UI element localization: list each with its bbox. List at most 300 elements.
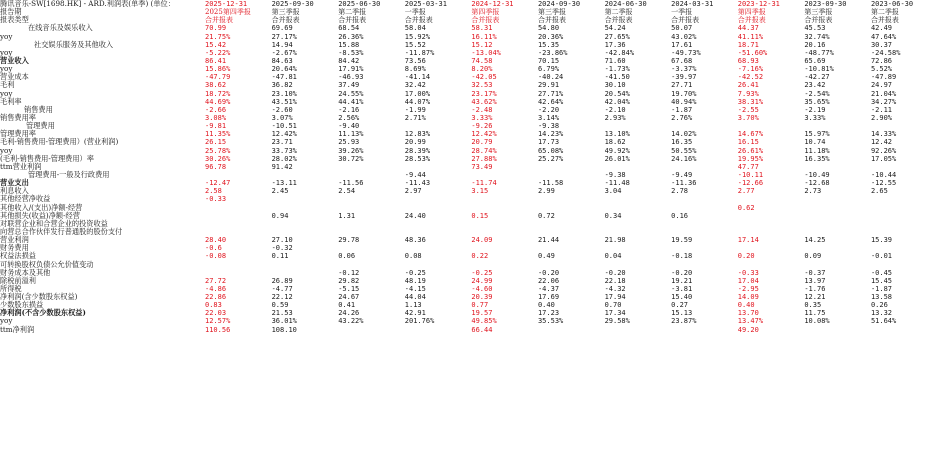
row-value: 27.72 xyxy=(205,276,227,285)
row-value: 17.04 xyxy=(737,276,759,285)
table-row xyxy=(0,228,800,236)
row-value: -2.66 xyxy=(205,105,227,114)
row-value: -0.20 xyxy=(537,268,560,277)
row-value: 70.15 xyxy=(537,56,560,65)
row-value: -42.05 xyxy=(471,73,497,82)
row-value: 66.44 xyxy=(471,325,493,334)
table-row xyxy=(0,137,893,147)
row-value: 17.73 xyxy=(537,138,560,147)
column-date: 2025-09-30 xyxy=(271,0,314,8)
row-value: 6.79% xyxy=(537,65,560,74)
table-row xyxy=(0,96,897,106)
column-date: 2024-12-31 xyxy=(471,0,514,8)
row-value: 108.10 xyxy=(271,325,297,334)
row-value: 20.79 xyxy=(471,138,493,147)
row-value: 69.69 xyxy=(271,24,293,33)
row-value: 3.08% xyxy=(205,113,227,122)
row-value: 24.99 xyxy=(471,276,493,285)
table-row xyxy=(0,104,893,114)
row-value: -48.77% xyxy=(804,48,834,57)
row-value: 21.53 xyxy=(271,309,293,318)
row-value: 24.16% xyxy=(671,154,697,163)
column-date: 2024-06-30 xyxy=(604,0,647,8)
row-value: 17.05% xyxy=(870,154,897,163)
row-value: 15.97% xyxy=(804,130,830,139)
column-period: 第四季报 xyxy=(737,8,766,17)
row-value: 49.20 xyxy=(737,325,759,334)
row-value: 29.91 xyxy=(537,81,560,90)
row-value: 14.23% xyxy=(537,130,564,139)
row-value: -0.12 xyxy=(338,268,360,277)
row-value: 44.07% xyxy=(404,97,431,106)
row-label: 销售费用率 xyxy=(0,112,36,122)
column-type: 合并报表 xyxy=(537,16,566,25)
row-value: 17.36 xyxy=(604,40,626,49)
row-value: -10.81% xyxy=(804,65,834,74)
column-period: 2025第四季报 xyxy=(205,8,251,17)
row-value: 12.42% xyxy=(471,130,497,139)
row-value: 39.26% xyxy=(338,146,364,155)
table-row xyxy=(0,316,897,326)
row-value: 26.89 xyxy=(271,276,293,285)
row-value: 3.15 xyxy=(471,187,489,196)
row-value: 3.14% xyxy=(537,113,560,122)
table-row xyxy=(0,244,800,252)
row-value: 23.10% xyxy=(271,89,297,98)
table-row xyxy=(0,292,893,302)
row-value: 27.65% xyxy=(604,32,630,41)
row-value: 2.56% xyxy=(338,113,360,122)
row-label: 净利润(不含少数股东权益) xyxy=(0,308,86,318)
row-label: 财务成本及其他 xyxy=(0,267,51,277)
row-value: 0.34 xyxy=(604,211,622,220)
row-value: 11.18% xyxy=(804,146,830,155)
column-type: 合并报表 xyxy=(671,16,700,25)
row-value: 20.54% xyxy=(604,89,630,98)
row-value: 16.15 xyxy=(737,138,759,147)
row-value: 30.26% xyxy=(205,154,231,163)
row-value: 12.21 xyxy=(804,293,826,302)
row-value: -41.14 xyxy=(404,73,431,82)
row-value: 36.01% xyxy=(271,317,297,326)
row-value: 2.77 xyxy=(737,187,755,196)
row-label: 管理费用 xyxy=(26,121,55,131)
row-value: 28.74% xyxy=(471,146,497,155)
row-value: 2.99 xyxy=(537,187,555,196)
row-value: 29.82 xyxy=(338,276,360,285)
table-row xyxy=(0,235,893,245)
row-value: 0.09 xyxy=(804,252,822,261)
row-value: -42.84% xyxy=(604,48,635,57)
row-value: -2.19 xyxy=(804,105,826,114)
column-date: 2025-06-30 xyxy=(338,0,381,8)
row-value: 15.35 xyxy=(537,40,560,49)
row-value: 45.53 xyxy=(804,24,826,33)
row-value: -9.44 xyxy=(404,170,426,179)
row-value: -1.99 xyxy=(404,105,426,114)
row-value: -40.24 xyxy=(537,73,564,82)
row-value: -10.51 xyxy=(271,122,297,131)
row-value: 2.54 xyxy=(338,187,356,196)
table-row xyxy=(0,267,893,277)
row-value: -0.20 xyxy=(604,268,626,277)
row-value: -1.76 xyxy=(804,284,826,293)
row-value: 91.42 xyxy=(271,162,293,171)
row-value: 0.49 xyxy=(537,252,555,261)
row-value: 0.70 xyxy=(604,301,622,310)
row-value: 1.31 xyxy=(338,211,356,220)
row-value: 44.04 xyxy=(404,293,426,302)
row-value: -0.33 xyxy=(205,195,227,204)
row-value: -11.56 xyxy=(338,179,364,188)
row-value: 8.20% xyxy=(471,65,493,74)
type-header xyxy=(204,16,937,24)
table-row xyxy=(0,204,800,212)
table-row xyxy=(0,39,893,49)
row-value: 28.40 xyxy=(205,236,227,245)
column-date: 2024-09-30 xyxy=(537,0,581,8)
row-value: 68.93 xyxy=(737,56,759,65)
type-row xyxy=(0,15,899,25)
row-label: 可转换股权负债公允价值变动 xyxy=(0,259,94,269)
row-value: 3.04 xyxy=(604,187,622,196)
table-row xyxy=(0,145,897,155)
row-value: 35.53% xyxy=(537,317,564,326)
column-type: 合并报表 xyxy=(205,16,233,25)
row-value: 2.90% xyxy=(870,113,893,122)
row-value: 0.40 xyxy=(737,301,755,310)
column-period: 第二季报 xyxy=(870,8,899,17)
row-label: 营业收入 xyxy=(0,55,29,65)
row-value: 43.62% xyxy=(471,97,497,106)
row-value: 26.15 xyxy=(205,138,227,147)
column-period: 第四季报 xyxy=(471,8,500,17)
row-value: 0.41 xyxy=(338,301,356,310)
table-row xyxy=(0,129,897,139)
row-label: 毛利 xyxy=(0,80,15,90)
row-value: 26.01% xyxy=(604,154,630,163)
row-value: 29.58% xyxy=(604,317,630,326)
row-label: ttm营业利润 xyxy=(0,161,42,171)
table-row xyxy=(0,178,897,188)
row-value: 21.44 xyxy=(537,236,560,245)
row-value: 14.02% xyxy=(671,130,697,139)
row-value: -9.38 xyxy=(537,122,560,131)
row-value: 0.27 xyxy=(671,301,689,310)
row-label: yoy xyxy=(0,47,13,57)
row-value: 20.64% xyxy=(271,65,297,74)
row-label: 其他损失(收益)净额-经营 xyxy=(0,210,80,220)
date-header xyxy=(204,0,937,8)
column-type: 合并报表 xyxy=(604,16,633,25)
row-value: 96.78 xyxy=(205,162,227,171)
row-label: 管理费用-一般及行政费用 xyxy=(28,169,110,179)
row-value: -9.81 xyxy=(205,122,227,131)
row-value: 0.77 xyxy=(471,301,489,310)
row-value: 47.64% xyxy=(870,32,897,41)
row-value: 0.04 xyxy=(604,252,622,261)
row-value: 12.83% xyxy=(404,130,431,139)
row-value: 3.33% xyxy=(804,113,826,122)
row-value: 65.69 xyxy=(804,56,826,65)
row-value: -2.20 xyxy=(537,105,560,114)
row-value: -11.36 xyxy=(671,179,697,188)
row-value: -2.48 xyxy=(471,105,493,114)
row-value: 0.22 xyxy=(471,252,489,261)
row-value: 12.42% xyxy=(271,130,297,139)
row-value: -12.47 xyxy=(205,179,231,188)
column-period: 第二季报 xyxy=(604,8,633,17)
row-value: -0.20 xyxy=(671,268,693,277)
column-type: 合并报表 xyxy=(804,16,833,25)
row-value: -0.01 xyxy=(870,252,893,261)
row-value: -13.11 xyxy=(271,179,297,188)
row-value: 44.37 xyxy=(737,24,759,33)
table-row xyxy=(0,195,800,203)
row-value: 28.39% xyxy=(404,146,431,155)
row-value: 0.72 xyxy=(537,211,555,220)
row-value: 27.17% xyxy=(271,32,297,41)
row-value: 0.20 xyxy=(737,252,755,261)
row-value: 13.47% xyxy=(737,317,764,326)
row-value: 21.04% xyxy=(870,89,897,98)
row-value: 26.41 xyxy=(737,81,759,90)
table-row xyxy=(0,212,800,220)
row-value: 2.93% xyxy=(604,113,626,122)
row-value: 2.73 xyxy=(804,187,822,196)
row-value: 23.42 xyxy=(804,81,826,90)
row-value: 19.59 xyxy=(671,236,693,245)
table-row xyxy=(0,163,800,171)
row-label: 少数股东损益 xyxy=(0,300,44,310)
row-label: 权益法损益 xyxy=(0,251,36,261)
row-value: 41.11% xyxy=(737,32,764,41)
row-value: 74.58 xyxy=(471,56,493,65)
row-value: 3.33% xyxy=(471,113,493,122)
row-value: 24.09 xyxy=(471,236,493,245)
row-value: -10.49 xyxy=(804,170,830,179)
row-value: 26.36% xyxy=(338,32,364,41)
row-value: 110.56 xyxy=(205,325,231,334)
row-value: 13.32 xyxy=(870,309,893,318)
row-value: 14.09 xyxy=(737,293,759,302)
column-type: 合并报表 xyxy=(737,16,766,25)
row-value: 14.67% xyxy=(737,130,764,139)
row-label: 毛利率 xyxy=(0,96,22,106)
row-value: 27.71 xyxy=(671,81,693,90)
row-value: 35.65% xyxy=(804,97,830,106)
row-value: 17.61 xyxy=(671,40,693,49)
row-label: yoy xyxy=(0,88,13,98)
row-value: 25.78% xyxy=(205,146,231,155)
row-value: 17.69 xyxy=(537,293,560,302)
type-label: 报表类型 xyxy=(0,15,29,25)
row-value: -9.40 xyxy=(338,122,360,131)
column-period: 第三季报 xyxy=(537,8,566,17)
row-value: 15.39 xyxy=(870,236,893,245)
column-date: 2024-03-31 xyxy=(671,0,714,8)
row-value: 13.58 xyxy=(870,293,893,302)
row-value: -4.15 xyxy=(404,284,426,293)
row-value: -2.16 xyxy=(338,105,360,114)
row-value: 86.41 xyxy=(205,56,227,65)
row-value: 13.97 xyxy=(804,276,826,285)
row-value: 70.99 xyxy=(205,24,227,33)
row-value: 24.40 xyxy=(404,211,426,220)
row-value: -10.11 xyxy=(737,170,764,179)
row-value: -51.60% xyxy=(737,48,768,57)
row-value: 18.71 xyxy=(737,40,759,49)
row-value: -0.32 xyxy=(271,244,293,253)
row-value: -1.73% xyxy=(604,65,630,74)
row-value: 43.22% xyxy=(338,317,364,326)
row-label: yoy xyxy=(0,64,13,74)
row-value: 16.11% xyxy=(471,32,497,41)
row-value: 15.40 xyxy=(671,293,693,302)
row-value: 23.17% xyxy=(471,89,497,98)
title-row xyxy=(0,0,914,8)
row-value: 26.61% xyxy=(737,146,764,155)
row-value: 15.45 xyxy=(870,276,893,285)
row-value: 50.07 xyxy=(671,24,693,33)
row-value: -41.50 xyxy=(604,73,630,82)
row-value: -0.08 xyxy=(205,252,227,261)
row-value: 68.54 xyxy=(338,24,360,33)
row-value: 29.78 xyxy=(338,236,360,245)
row-value: 19.95% xyxy=(737,154,764,163)
row-value: 12.42 xyxy=(870,138,893,147)
row-value: -49.73% xyxy=(671,48,701,57)
row-value: -9.38 xyxy=(604,170,626,179)
row-value: 11.75 xyxy=(804,309,826,318)
row-value: 44.41% xyxy=(338,97,364,106)
row-value: 20.99 xyxy=(404,138,426,147)
row-value: -11.43 xyxy=(404,179,431,188)
row-value: -5.15 xyxy=(338,284,360,293)
column-period: 一季报 xyxy=(404,8,426,17)
row-value: 0.08 xyxy=(404,252,422,261)
row-value: 0.62 xyxy=(737,203,755,212)
row-value: -0.18 xyxy=(671,252,693,261)
row-value: 32.42 xyxy=(404,81,426,90)
row-value: 43.51% xyxy=(271,97,297,106)
row-value: 43.02% xyxy=(671,32,697,41)
row-value: 84.63 xyxy=(271,56,293,65)
column-period: 一季报 xyxy=(671,8,693,17)
row-value: 58.31 xyxy=(471,24,493,33)
row-value: 27.10 xyxy=(271,236,293,245)
row-value: 2.78 xyxy=(671,187,689,196)
row-value: -47.89 xyxy=(870,73,897,82)
row-value: 15.42 xyxy=(205,40,227,49)
table-body xyxy=(0,23,901,334)
row-value: -2.95 xyxy=(737,284,759,293)
row-label: 销售费用 xyxy=(24,104,53,114)
row-value: -13.04% xyxy=(471,48,501,57)
row-value: -12.66 xyxy=(737,179,764,188)
row-value: 2.76% xyxy=(671,113,693,122)
row-value: 22.12 xyxy=(271,293,293,302)
row-value: 201.76% xyxy=(404,317,435,326)
row-value: 2.58 xyxy=(205,187,222,196)
column-period: 第二季报 xyxy=(338,8,367,17)
row-value: -11.58 xyxy=(537,179,564,188)
column-period: 第三季报 xyxy=(271,8,300,17)
row-value: 11.13% xyxy=(338,130,364,139)
row-value: -7.16% xyxy=(737,65,764,74)
row-value: -39.97 xyxy=(671,73,697,82)
row-value: 49.85% xyxy=(471,317,497,326)
row-value: 42.49 xyxy=(870,24,893,33)
row-value: 3.70% xyxy=(737,113,759,122)
row-value: -3.37% xyxy=(671,65,697,74)
row-value: -1.87 xyxy=(870,284,893,293)
row-value: 15.12 xyxy=(471,40,493,49)
row-value: 13.10% xyxy=(604,130,630,139)
row-value: 19.21 xyxy=(671,276,693,285)
row-value: 15.13 xyxy=(671,309,693,318)
row-value: -3.81 xyxy=(671,284,693,293)
table-row xyxy=(0,47,901,57)
row-value: 16.35% xyxy=(804,154,830,163)
row-value: 0.94 xyxy=(271,211,289,220)
row-value: 0.11 xyxy=(271,252,289,261)
row-value: 58.04 xyxy=(404,24,426,33)
row-value: 27.71% xyxy=(537,89,564,98)
row-value: 14.94 xyxy=(271,40,293,49)
row-label: 在线音乐及娱乐收入 xyxy=(28,23,93,33)
row-value: -2.54% xyxy=(804,89,830,98)
row-label: 所得税 xyxy=(0,283,22,293)
column-date: 2023-09-30 xyxy=(804,0,847,8)
row-value: 0.06 xyxy=(338,252,356,261)
row-value: 0.26 xyxy=(870,301,888,310)
table-row xyxy=(0,72,897,82)
table-row xyxy=(0,308,893,318)
row-value: 73.49 xyxy=(471,162,493,171)
row-value: -11.74 xyxy=(471,179,497,188)
row-value: -0.33 xyxy=(737,268,759,277)
row-value: 71.60 xyxy=(604,56,626,65)
sheet-title: 腾讯音乐-SW[1698.HK] - ARD.利润表(单季) (单位： xyxy=(0,0,175,8)
row-value: -0.37 xyxy=(804,268,826,277)
row-value: 0.15 xyxy=(471,211,489,220)
row-value: 23.87% xyxy=(671,317,697,326)
row-label: 对联营企业和合营企业的投资收益 xyxy=(0,218,108,228)
row-value: 73.56 xyxy=(404,56,426,65)
row-value: 65.08% xyxy=(537,146,564,155)
table-row xyxy=(0,80,893,90)
row-value: 17.14 xyxy=(737,236,759,245)
row-value: 15.52 xyxy=(404,40,426,49)
row-value: 24.67 xyxy=(338,293,360,302)
row-value: 22.03 xyxy=(205,309,227,318)
table-row xyxy=(0,283,893,293)
row-value: 44.69% xyxy=(205,97,231,106)
row-label: 营业支出 xyxy=(0,178,29,188)
row-value: -0.45 xyxy=(870,268,893,277)
row-value: -4.32 xyxy=(604,284,626,293)
row-value: 16.35 xyxy=(671,138,693,147)
row-value: 28.02% xyxy=(271,154,297,163)
row-value: -4.37 xyxy=(537,284,560,293)
row-value: 54.80 xyxy=(537,24,560,33)
row-label: 社交娱乐服务及其他收入 xyxy=(34,39,114,49)
row-label: (毛利-销售费用-管理费用）率 xyxy=(0,153,94,163)
row-value: 30.37 xyxy=(870,40,893,49)
column-date: 2023-06-30 xyxy=(870,0,914,8)
row-value: 20.39 xyxy=(471,293,493,302)
